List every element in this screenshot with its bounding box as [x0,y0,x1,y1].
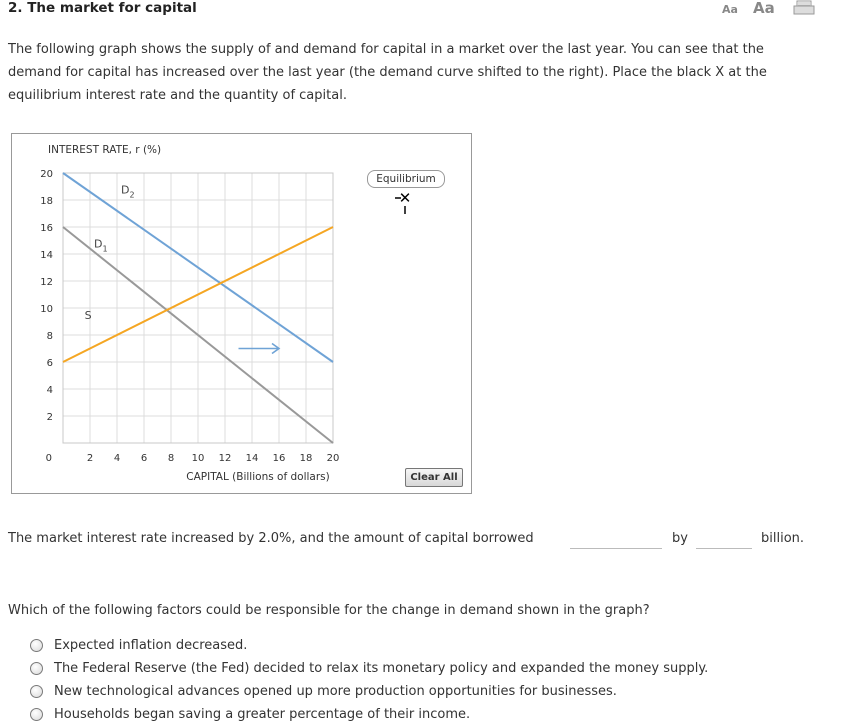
answer-option-label: Expected inflation decreased. [54,638,248,653]
y-axis-label: INTEREST RATE, r (%) [48,144,162,156]
answer-option-label: Households began saving a greater percentage of their income. [54,707,471,722]
x-tick-label: 20 [326,453,340,464]
chart-grid [63,173,333,443]
equilibrium-marker-tool[interactable] [395,189,411,214]
x-axis-label: CAPITAL (Billions of dollars) [186,471,330,483]
x-tick-label: 18 [299,453,313,464]
y-tick-label: 18 [40,196,53,207]
answer-option[interactable] [30,684,617,699]
answer-option[interactable] [30,707,470,722]
radio-button[interactable] [30,639,43,652]
y-tick-label: 20 [40,169,53,180]
question-title: 2. The market for capital [8,0,197,16]
y-tick-label: 6 [46,358,53,369]
y-tick-label: 14 [40,250,53,261]
x-tick-label: 4 [113,453,121,464]
clear-all-button[interactable]: Clear All [405,468,463,487]
y-tick-label: 12 [40,277,53,288]
question-prompt: Which of the following factors could be responsible for the change in demand shown in the graph? [8,603,650,618]
fill-in-text-after: billion. [761,531,805,546]
fill-in-text-before: The market interest rate increased by 2.0%, and the amount of capital borrowed [8,531,534,546]
y-tick-label: 10 [40,304,53,315]
answer-option[interactable] [30,661,708,676]
font-size-large-button[interactable]: Aa [753,0,775,17]
x-tick-label: 10 [191,453,205,464]
x-tick-label: 8 [167,453,175,464]
intro-text: The following graph shows the supply of and demand for capital in a market over the last year. You can see that the demand for capital has increased over the last year (the demand curve shifted to the right). Place the black X at the equilibrium interest rate and the quantity of capital. [8,42,767,103]
curve-label: S [84,308,92,322]
x-tick-label: 6 [140,453,148,464]
radio-button[interactable] [30,685,43,698]
answer-option-label: The Federal Reserve (the Fed) decided to relax its monetary policy and expanded the money supply. [54,661,709,676]
y-tick-label: 16 [40,223,53,234]
y-tick-label: 2 [46,412,53,423]
curve-label: $D_1$ [94,237,108,254]
origin-tick-label: 0 [45,453,52,464]
x-tick-label: 14 [245,453,259,464]
y-tick-label: 8 [46,331,53,342]
font-size-small-button[interactable]: Aa [722,3,738,16]
y-tick-label: 4 [46,385,53,396]
capital-change-amount-dropdown[interactable] [696,548,752,549]
curve-label: $D_2$ [121,183,135,200]
svg-text:✕: ✕ [398,189,412,207]
x-tick-label: 12 [218,453,232,464]
answer-option[interactable] [30,638,247,653]
answer-option-label: New technological advances opened up more production opportunities for businesses. [54,684,617,699]
x-tick-label: 2 [86,453,94,464]
capital-change-direction-dropdown[interactable] [570,548,662,549]
radio-button[interactable] [30,708,43,721]
fill-in-text-by: by [672,531,688,546]
equilibrium-legend-label: Equilibrium [367,170,445,188]
radio-button[interactable] [30,662,43,675]
x-tick-label: 16 [272,453,286,464]
